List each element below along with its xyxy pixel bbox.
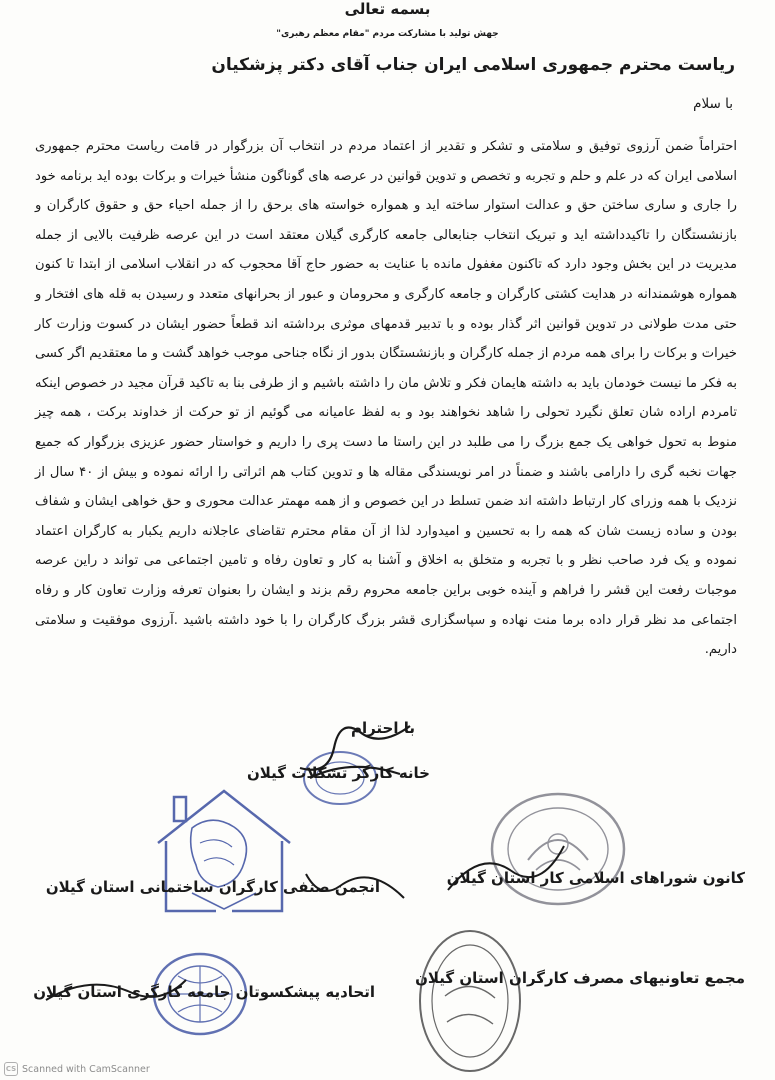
basmala-heading: بسمه تعالی — [344, 0, 431, 18]
camscanner-text: Scanned with CamScanner — [22, 1063, 150, 1075]
signatory-khaneh-kargar: خانه کارگر تشکلات گیلان — [246, 764, 430, 782]
recipient-line: ریاست محترم جمهوری اسلامی ایران جناب آقای دکتر پزشکیان — [211, 55, 735, 75]
camscanner-logo-icon: CS — [4, 1062, 18, 1076]
signatory-kanoon-shoraha: کانون شوراهای اسلامی کار استان گیلان — [446, 869, 745, 887]
signatory-etehadieh-pishkesvatan: اتحادیه پیشکسوتان جامعه کارگری استان گیلان — [33, 983, 375, 1001]
greeting: با سلام — [693, 96, 733, 112]
house-stamp-icon — [152, 783, 297, 918]
camscanner-footer — [4, 1062, 150, 1076]
signatory-majma-taavoni: مجمع تعاونیهای مصرف کارگران استان گیلان — [415, 969, 745, 987]
letter-body: احتراماً ضمن آرزوی توفیق و سلامتی و تشکر و تقدیر از اعتماد مردم در انتخاب آن بزرگوار در قامت ریاست محترم جمهوری اسلامی ایران که در علم و حلم و تجربه و تخصص و تدوین قوانین در عرصه های گوناگون منشأ خیرات و برکات بوده اید برنامه خود را جاری و ساری ساختن حق و عدالت استوار ساخته اید و همواره خواسته های برحق را از جمله احیاء حق و حقوق کارگران و بازنشستگان را تاکیدداشته اید و تبریک انتخاب جنابعالی جامعه کارگری گیلان معتقد است در این عرصه ظرفیت بالایی از جمله مدیریت در این بخش وجود دارد که تاکنون مغفول مانده با عنایت به حضور حاج آقا محجوب که در انقلاب اسلامی از ابتدا تا کنون همواره هوشمندانه در هدایت کشتی کارگران و جامعه کارگری و محرومان و عبور از بحرانهای متعدد و رسیدن به قله های افتخار و حتی مدت طولانی در تدوین قوانین اثر گذار بوده و با تدبیر قدمهای موثری برداشته اند قطعاً حضور ایشان در کسوت وزارت کار خیرات و برکات را برای همه مردم از جمله کارگران و بازنشستگان بدور از نگاه جناحی موجب خواهد گشت و ما معتقدیم اگر کسی به فکر ما نیست خودمان باید به داشته هایمان فکر و تلاش مان را داشته باشیم و از طرفی بنا به تاکید قرآن مجید در خصوص اینکه تامردم اراده شان تعلق نگیرد تحولی را شاهد نخواهند بود و به لفظ عامیانه می گوئیم از تو حرکت از خداوند برکت ، همه چیز منوط به تحول خواهی یک جمع بزرگ را می طلبد در این راستا ما دست پری را داریم و خواستار حضور عزیزی بزرگوار که جمیع جهات نخبه گری را دارامی باشند و ضمناً در امر نویسندگی مقاله ها و تدوین کتاب هم اثراتی را ارائه نموده و بیش از ۴۰ سال از نزدیک با همه وزرای کار ارتباط داشته اند ضمن تسلط در این خصوص و از همه مهمتر عدالت محوری و حق خواهی ایشان و شفاف بودن و ساده زیست شان که همه را به تحسین و امیدوارد لذا از آن مقام محترم تقاضای عاجلانه داریم یکبار به کارگران اعتماد نموده و یک فرد صاحب نظر و با تجربه و متخلق به اخلاق و آشنا به کار و تعاون رفاه و تامین اجتماعی می تواند د راین عرصه موجبات رفعت این قشر را فراهم و آینده خوبی براین جامعه محروم رقم بزند و ایشان را بعنوان تعرفه وزارت تعاون کار و رفاه اجتماعی مد نظر قرار داده برما منت نهاده و سپاسگزاری قشر بزرگ کارگران را با خود داشته باشید .آرزوی موفقیت و سلامتی داریم. — [35, 139, 738, 658]
signatory-anjoman-senfi: انجمن صنفی کارگران ساختمانی استان گیلان — [45, 878, 380, 896]
closing-line: با احترام — [350, 719, 415, 737]
header-motto: جهش تولید با مشارکت مردم "مقام معظم رهبری" — [276, 29, 499, 39]
oval-stamp-icon — [415, 926, 525, 1076]
